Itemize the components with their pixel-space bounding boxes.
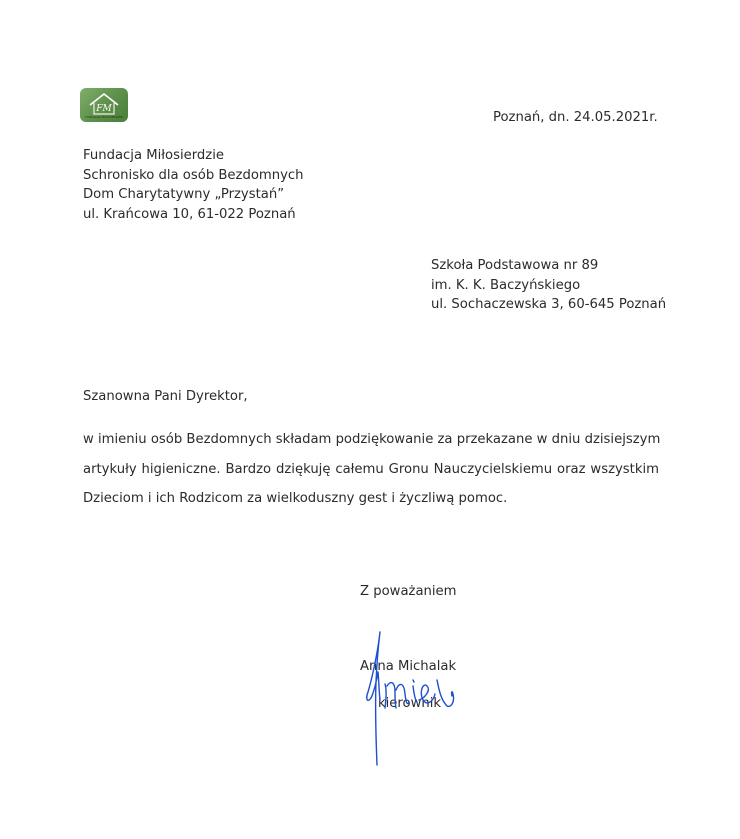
sender-line: Fundacja Miłosierdzie xyxy=(83,148,224,163)
body-line: artykuły higieniczne. Bardzo dziękuję całemu Gronu Nauczycielskiemu oraz wszystkim xyxy=(83,461,659,477)
body-line: Dzieciom i ich Rodzicom za wielkoduszny gest i życzliwą pomoc. xyxy=(83,491,508,506)
sender-address xyxy=(83,146,304,224)
recipient-line: Szkoła Podstawowa nr 89 xyxy=(431,258,599,273)
sender-line: Dom Charytatywny „Przystań” xyxy=(83,187,285,202)
recipient-line: im. K. K. Baczyńskiego xyxy=(431,277,581,293)
logo-caption: FUNDACJA MIŁOSIERDZIE xyxy=(85,115,123,119)
letter-body xyxy=(83,425,659,514)
salutation: Szanowna Pani Dyrektor, xyxy=(83,389,248,404)
recipient-address xyxy=(431,256,666,315)
closing: Z poważaniem xyxy=(360,584,457,599)
foundation-logo xyxy=(80,88,128,122)
recipient-line: ul. Sochaczewska 3, 60-645 Poznań xyxy=(431,297,667,312)
sender-line: Schronisko dla osób Bezdomnych xyxy=(83,167,304,183)
sender-line: ul. Krańcowa 10, 61-022 Poznań xyxy=(83,206,296,222)
letter-date: Poznań, dn. 24.05.2021r. xyxy=(493,110,658,125)
signer-title: kierownik xyxy=(378,696,442,711)
logo-monogram: FM xyxy=(96,104,112,114)
signer-name: Anna Michalak xyxy=(360,659,457,674)
body-line: w imieniu osób Bezdomnych składam podziękowanie za przekazane w dniu dzisiejszym xyxy=(83,432,661,447)
